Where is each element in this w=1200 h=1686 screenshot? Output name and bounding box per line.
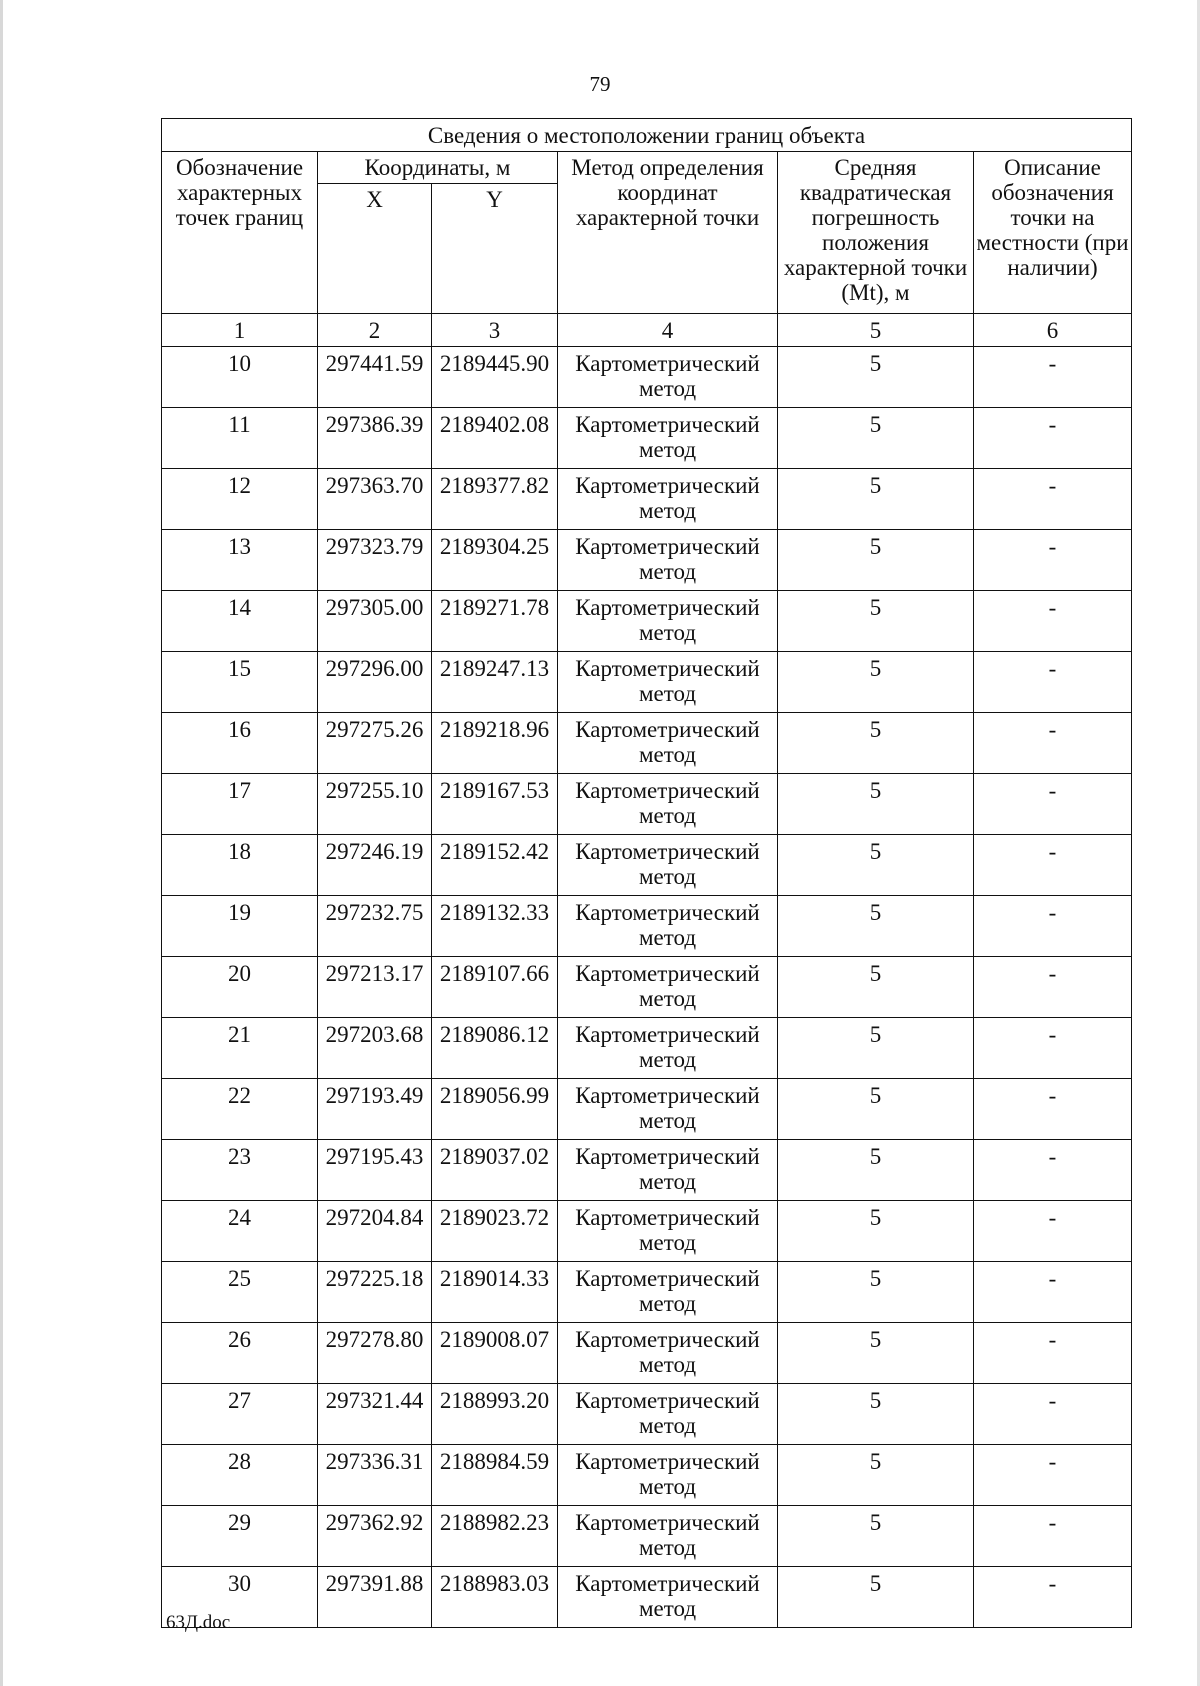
- coord-x-cell: 297195.43: [318, 1140, 432, 1201]
- coord-y-cell: 2189152.42: [432, 835, 558, 896]
- description-cell: -: [974, 1384, 1132, 1445]
- table-row: [162, 1506, 1132, 1567]
- coord-x-cell: 297278.80: [318, 1323, 432, 1384]
- header-method: Метод определения координат характерной точки: [558, 152, 778, 314]
- coord-y-cell: 2189304.25: [432, 530, 558, 591]
- point-id-cell: 16: [162, 713, 318, 774]
- coord-y-cell: 2189377.82: [432, 469, 558, 530]
- coord-x-cell: 297255.10: [318, 774, 432, 835]
- method-cell: Картометрический метод: [558, 652, 778, 713]
- description-cell: -: [974, 835, 1132, 896]
- error-cell: 5: [778, 652, 974, 713]
- table-title-row: [162, 119, 1132, 152]
- point-id-cell: 25: [162, 1262, 318, 1323]
- column-number: 4: [558, 314, 778, 347]
- coord-y-cell: 2189056.99: [432, 1079, 558, 1140]
- coord-y-cell: 2189132.33: [432, 896, 558, 957]
- table-row: [162, 408, 1132, 469]
- table-row: [162, 1201, 1132, 1262]
- coord-y-cell: 2189271.78: [432, 591, 558, 652]
- table-row: [162, 347, 1132, 408]
- column-number: 6: [974, 314, 1132, 347]
- table-title: Сведения о местоположении границ объекта: [162, 119, 1132, 152]
- table-row: [162, 1079, 1132, 1140]
- table-row: [162, 469, 1132, 530]
- header-coordinates: Координаты, м: [318, 152, 558, 184]
- coord-y-cell: 2189086.12: [432, 1018, 558, 1079]
- description-cell: -: [974, 1567, 1132, 1628]
- error-cell: 5: [778, 1506, 974, 1567]
- column-number: 2: [318, 314, 432, 347]
- error-cell: 5: [778, 591, 974, 652]
- table-row: [162, 835, 1132, 896]
- method-cell: Картометрический метод: [558, 347, 778, 408]
- coord-x-cell: 297441.59: [318, 347, 432, 408]
- error-cell: 5: [778, 408, 974, 469]
- description-cell: -: [974, 652, 1132, 713]
- point-id-cell: 13: [162, 530, 318, 591]
- description-cell: -: [974, 591, 1132, 652]
- error-cell: 5: [778, 1384, 974, 1445]
- coord-x-cell: 297213.17: [318, 957, 432, 1018]
- method-cell: Картометрический метод: [558, 896, 778, 957]
- page-number: 79: [589, 72, 611, 96]
- method-cell: Картометрический метод: [558, 408, 778, 469]
- coord-x-cell: 297246.19: [318, 835, 432, 896]
- method-cell: Картометрический метод: [558, 1567, 778, 1628]
- description-cell: -: [974, 1201, 1132, 1262]
- method-cell: Картометрический метод: [558, 774, 778, 835]
- method-cell: Картометрический метод: [558, 591, 778, 652]
- coord-y-cell: 2189037.02: [432, 1140, 558, 1201]
- coord-y-cell: 2188982.23: [432, 1506, 558, 1567]
- coord-y-cell: 2189008.07: [432, 1323, 558, 1384]
- description-cell: -: [974, 1445, 1132, 1506]
- coord-x-cell: 297323.79: [318, 530, 432, 591]
- header-y: Y: [432, 184, 558, 314]
- coord-x-cell: 297305.00: [318, 591, 432, 652]
- coord-y-cell: 2189247.13: [432, 652, 558, 713]
- coord-x-cell: 297204.84: [318, 1201, 432, 1262]
- description-cell: -: [974, 1018, 1132, 1079]
- method-cell: Картометрический метод: [558, 1018, 778, 1079]
- error-cell: 5: [778, 835, 974, 896]
- table-row: [162, 1140, 1132, 1201]
- error-cell: 5: [778, 713, 974, 774]
- table-row: [162, 896, 1132, 957]
- table-row: [162, 591, 1132, 652]
- method-cell: Картометрический метод: [558, 1262, 778, 1323]
- header-x: X: [318, 184, 432, 314]
- description-cell: -: [974, 774, 1132, 835]
- table-row: [162, 1018, 1132, 1079]
- coord-y-cell: 2188984.59: [432, 1445, 558, 1506]
- coord-x-cell: 297321.44: [318, 1384, 432, 1445]
- coord-x-cell: 297362.92: [318, 1506, 432, 1567]
- error-cell: 5: [778, 957, 974, 1018]
- error-cell: 5: [778, 1018, 974, 1079]
- point-id-cell: 23: [162, 1140, 318, 1201]
- coord-x-cell: 297336.31: [318, 1445, 432, 1506]
- method-cell: Картометрический метод: [558, 1445, 778, 1506]
- method-cell: Картометрический метод: [558, 957, 778, 1018]
- column-number: 3: [432, 314, 558, 347]
- error-cell: 5: [778, 774, 974, 835]
- coord-x-cell: 297391.88: [318, 1567, 432, 1628]
- coord-x-cell: 297363.70: [318, 469, 432, 530]
- method-cell: Картометрический метод: [558, 1140, 778, 1201]
- point-id-cell: 27: [162, 1384, 318, 1445]
- method-cell: Картометрический метод: [558, 1384, 778, 1445]
- coord-x-cell: 297386.39: [318, 408, 432, 469]
- header-point-designation: Обозначение характерных точек границ: [162, 152, 318, 314]
- point-id-cell: 22: [162, 1079, 318, 1140]
- method-cell: Картометрический метод: [558, 713, 778, 774]
- error-cell: 5: [778, 1201, 974, 1262]
- coord-y-cell: 2189402.08: [432, 408, 558, 469]
- point-id-cell: 17: [162, 774, 318, 835]
- error-cell: 5: [778, 1140, 974, 1201]
- error-cell: 5: [778, 1262, 974, 1323]
- point-id-cell: 28: [162, 1445, 318, 1506]
- point-id-cell: 14: [162, 591, 318, 652]
- coord-x-cell: 297193.49: [318, 1079, 432, 1140]
- point-id-cell: 19: [162, 896, 318, 957]
- description-cell: -: [974, 957, 1132, 1018]
- table-row: [162, 1384, 1132, 1445]
- point-id-cell: 18: [162, 835, 318, 896]
- point-id-cell: 20: [162, 957, 318, 1018]
- point-id-cell: 26: [162, 1323, 318, 1384]
- boundary-points-table: [161, 118, 1132, 1628]
- coord-x-cell: 297203.68: [318, 1018, 432, 1079]
- description-cell: -: [974, 1140, 1132, 1201]
- point-id-cell: 30: [162, 1567, 318, 1628]
- method-cell: Картометрический метод: [558, 1506, 778, 1567]
- method-cell: Картометрический метод: [558, 1323, 778, 1384]
- table-row: [162, 1323, 1132, 1384]
- table-row: [162, 1567, 1132, 1628]
- coord-y-cell: 2189107.66: [432, 957, 558, 1018]
- header-description: Описание обозначения точки на местности (при наличии): [974, 152, 1132, 314]
- method-cell: Картометрический метод: [558, 469, 778, 530]
- point-id-cell: 29: [162, 1506, 318, 1567]
- description-cell: -: [974, 1079, 1132, 1140]
- table-row: [162, 713, 1132, 774]
- error-cell: 5: [778, 896, 974, 957]
- column-number-row: [162, 314, 1132, 347]
- coord-x-cell: 297275.26: [318, 713, 432, 774]
- error-cell: 5: [778, 1445, 974, 1506]
- coord-y-cell: 2189023.72: [432, 1201, 558, 1262]
- coord-y-cell: 2189445.90: [432, 347, 558, 408]
- table-row: [162, 530, 1132, 591]
- method-cell: Картометрический метод: [558, 1079, 778, 1140]
- error-cell: 5: [778, 530, 974, 591]
- method-cell: Картометрический метод: [558, 530, 778, 591]
- error-cell: 5: [778, 469, 974, 530]
- coord-y-cell: 2189218.96: [432, 713, 558, 774]
- coord-y-cell: 2189014.33: [432, 1262, 558, 1323]
- column-number: 5: [778, 314, 974, 347]
- description-cell: -: [974, 1262, 1132, 1323]
- point-id-cell: 21: [162, 1018, 318, 1079]
- point-id-cell: 11: [162, 408, 318, 469]
- header-error: Средняя квадратическая погрешность положения характерной точки (Mt), м: [778, 152, 974, 314]
- error-cell: 5: [778, 1567, 974, 1628]
- point-id-cell: 12: [162, 469, 318, 530]
- column-number: 1: [162, 314, 318, 347]
- coord-x-cell: 297225.18: [318, 1262, 432, 1323]
- scan-left-edge: [0, 0, 3, 1686]
- coord-y-cell: 2188983.03: [432, 1567, 558, 1628]
- table-row: [162, 774, 1132, 835]
- description-cell: -: [974, 408, 1132, 469]
- description-cell: -: [974, 347, 1132, 408]
- description-cell: -: [974, 896, 1132, 957]
- description-cell: -: [974, 1506, 1132, 1567]
- error-cell: 5: [778, 1079, 974, 1140]
- point-id-cell: 10: [162, 347, 318, 408]
- description-cell: -: [974, 469, 1132, 530]
- coord-y-cell: 2189167.53: [432, 774, 558, 835]
- table-row: [162, 1445, 1132, 1506]
- header-row-1: [162, 152, 1132, 184]
- method-cell: Картометрический метод: [558, 835, 778, 896]
- coord-x-cell: 297232.75: [318, 896, 432, 957]
- error-cell: 5: [778, 347, 974, 408]
- coord-y-cell: 2188993.20: [432, 1384, 558, 1445]
- table-row: [162, 957, 1132, 1018]
- description-cell: -: [974, 530, 1132, 591]
- description-cell: -: [974, 713, 1132, 774]
- coord-x-cell: 297296.00: [318, 652, 432, 713]
- point-id-cell: 24: [162, 1201, 318, 1262]
- footer-filename: 63Д.doc: [166, 1612, 231, 1633]
- table-row: [162, 1262, 1132, 1323]
- error-cell: 5: [778, 1323, 974, 1384]
- description-cell: -: [974, 1323, 1132, 1384]
- point-id-cell: 15: [162, 652, 318, 713]
- method-cell: Картометрический метод: [558, 1201, 778, 1262]
- table-row: [162, 652, 1132, 713]
